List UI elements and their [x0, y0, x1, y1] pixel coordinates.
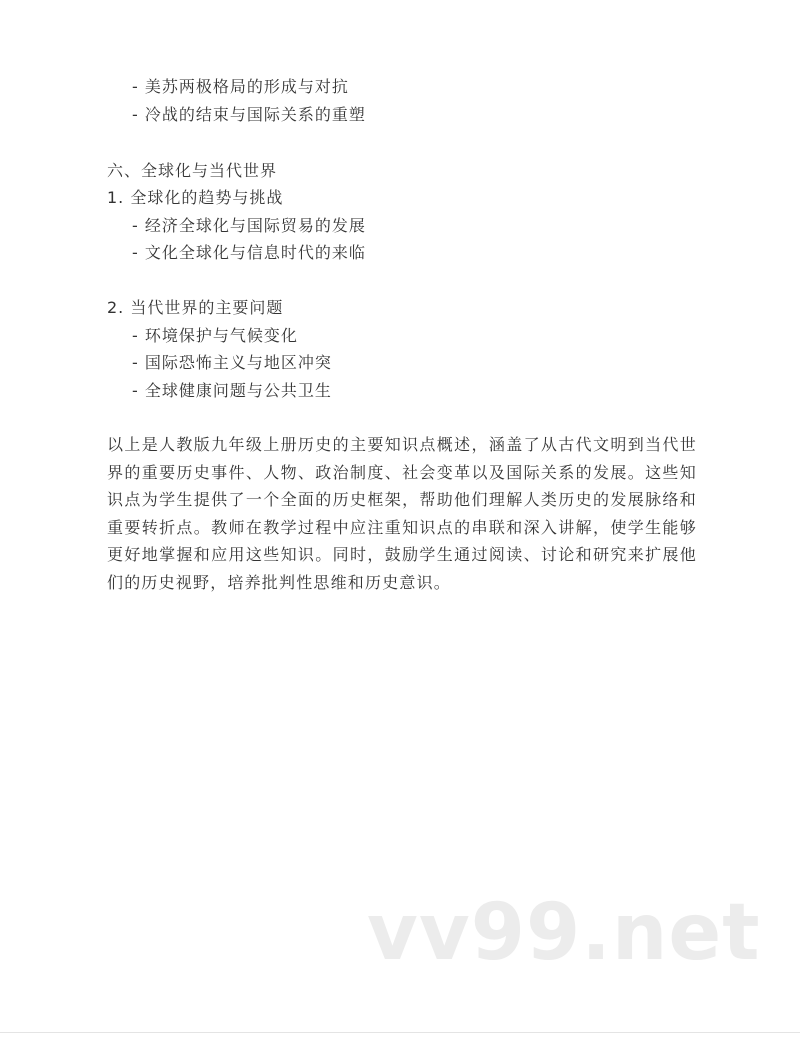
bullet-item: - 冷战的结束与国际关系的重塑 [132, 105, 366, 124]
bullet-item: - 国际恐怖主义与地区冲突 [132, 353, 332, 372]
bullet-item: - 全球健康问题与公共卫生 [132, 381, 332, 400]
bullet-item: - 环境保护与气候变化 [132, 326, 298, 345]
page-bottom-divider [0, 1032, 800, 1033]
subsection-title: 1. 全球化的趋势与挑战 [107, 188, 284, 207]
site-watermark: vv99.net [367, 888, 761, 978]
bullet-item: - 经济全球化与国际贸易的发展 [132, 216, 366, 235]
summary-paragraph: 以上是人教版九年级上册历史的主要知识点概述，涵盖了从古代文明到当代世界的重要历史事件、人物、政治制度、社会变革以及国际关系的发展。这些知识点为学生提供了一个全面的历史框架，帮助他们理解人类历史的发展脉络和重要转折点。教师在教学过程中应注重知识点的串联和深入讲解，使学生能够更好地掌握和应用这些知识。同时，鼓励学生通过阅读、讨论和研究来扩展他们的历史视野，培养批判性思维和历史意识。 [107, 435, 697, 592]
bullet-item: - 文化全球化与信息时代的来临 [132, 243, 366, 262]
bullet-item: - 美苏两极格局的形成与对抗 [132, 77, 349, 96]
section-heading: 六、全球化与当代世界 [107, 161, 278, 180]
subsection-title: 2. 当代世界的主要问题 [107, 298, 284, 317]
